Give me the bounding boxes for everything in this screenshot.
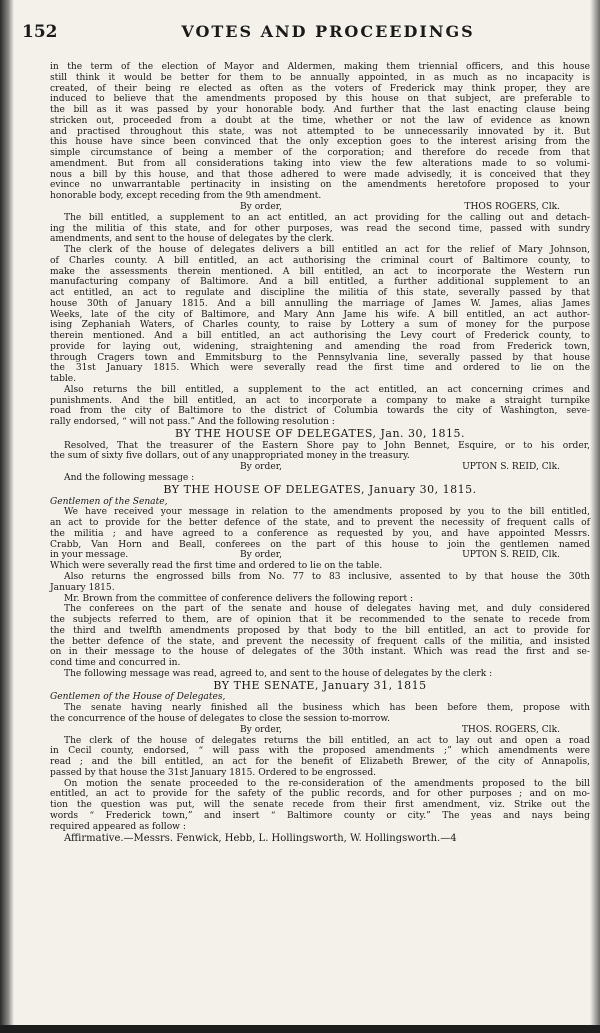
text-line: punishments. And the bill entitled, an act to incorporate a company to make a straight turnpike <box>50 395 590 406</box>
section-heading: BY THE SENATE, January 31, 1815 <box>213 678 427 692</box>
by-order-label: By order, <box>240 550 282 561</box>
text-line: words “ Frederick town,” and insert “ Baltimore county or city.” The yeas and nays being <box>50 810 590 821</box>
text-line: in Cecil county, endorsed, “ will pass with the proposed amendments ;” which amendments were <box>50 746 590 757</box>
text-line: on in their message to the house of delegates of the 30th instant. Which was read the first and se- <box>50 647 590 658</box>
text-line: evince no unwarrantable pertinacity in insisting on the amendments heretofore proposed to your <box>50 180 590 191</box>
paragraph-bills-delivered <box>50 245 590 385</box>
clerk-signature: THOS ROGERS, Clk. <box>464 201 560 212</box>
text-line: the concurrence of the house of delegates to close the session to-morrow. <box>50 713 390 724</box>
text-line: entitled, an act to provide for the safety of the public records, and for other purposes ; and on mo- <box>50 789 590 800</box>
page-bottom-edge <box>0 1025 600 1033</box>
text-line: On motion the senate proceeded to the re-consideration of the amendments proposed to the bill <box>64 778 590 789</box>
text-line: Which were severally read the first time and ordered to lie on the table. <box>50 561 383 572</box>
text-line: read ; and the bill entitled, an act for the benefit of Elizabeth Brewer, of the city of Annapolis, <box>50 757 590 767</box>
text-line: stricken out, proceeded from a doubt at the time, whether or not the law of evidence as known <box>50 115 590 126</box>
text-line: the sum of sixty five dollars, out of any unappropriated money in the treasury. <box>50 451 410 462</box>
text-line: The following message was read, agreed to, and sent to the house of delegates by the clerk : <box>64 668 493 679</box>
text-line: through Cragers town and Emmitsburg to the Pennsylvania line, severally passed by that house <box>50 352 590 363</box>
paragraph-engrossed-bills <box>50 572 590 594</box>
text-line: house 30th of January 1815. And a bill annulling the marriage of James W. James, alias James <box>50 298 590 309</box>
text-line: honorable body, except receding from the 9th amendment. <box>50 191 322 201</box>
text-line: created, of their being re elected as often as the voters of Frederick may think proper, they are <box>50 83 590 94</box>
text-line: table. <box>50 374 77 384</box>
text-line: ising Zephaniah Waters, of Charles county, to raise by Lottery a sum of money for the purpose <box>50 320 590 331</box>
text-line: induced to believe that the amendments proposed by this house on that subject, are preferable to <box>50 94 590 105</box>
text-line: the 31st January 1815. Which were severally read the first time and ordered to lie on the <box>50 363 590 374</box>
resolution <box>50 441 590 463</box>
text-line: amendment. But from all considerations taking into view the few alterations made to so volumi- <box>50 158 590 169</box>
text-line: the third and twelfth amendments proposed by that body to the bill entitled, an act to provide for <box>50 625 590 636</box>
text-line: rally endorsed, “ will not pass.” And the following resolution : <box>50 417 335 427</box>
text-line: in the term of the election of Mayor and Aldermen, making them triennial officers, and this house <box>50 62 590 72</box>
clerk-signature: UPTON S. REID, Clk. <box>462 550 560 561</box>
text-line: Also returns the bill entitled, a supplement to the act entitled, an act concerning crimes and <box>64 384 590 395</box>
text-line: The conferees on the part of the senate and house of delegates having met, and duly considered <box>64 604 590 615</box>
text-line: act entitled, an act to regulate and discipline the militia of this state, severally passed by that <box>50 288 590 298</box>
text-line: the subjects referred to them, are of opinion that it be recommended to the senate to recede from <box>50 615 590 625</box>
signature-upton-reid <box>50 462 590 473</box>
text-line: The clerk of the house of delegates returns the bill entitled, an act to lay out and open a road <box>64 735 590 746</box>
text-line: tion the question was put, will the senate recede from their first amendment, viz. Strike out the <box>50 800 590 810</box>
section-heading: BY THE HOUSE OF DELEGATES, Jan. 30, 1815. <box>174 426 466 440</box>
text-line: of Charles county. A bill entitled, an act authorising the criminal court of Baltimore county, to <box>50 255 590 266</box>
text-line: the better defence of the state, and prevent the necessity of frequent calls of the militia, and insisted <box>50 636 590 647</box>
paragraph-militia-bill <box>50 213 590 245</box>
text-line: Crabb, Van Horn and Beall, conferees on the part of this house to join the gentlemen named <box>50 539 590 550</box>
message-intro: And the following message : <box>64 473 195 483</box>
clerk-signature: UPTON S. REID, Clk. <box>462 462 560 472</box>
affirmative-vote: Affirmative.—Messrs. Fenwick, Hebb, L. Hollingsworth, W. Hollingsworth.—4 <box>64 833 457 845</box>
paragraph-conference-report <box>50 604 590 669</box>
page-header <box>18 22 558 48</box>
text-line: The clerk of the house of delegates delivers a bill entitled an act for the relief of Mary Johnson, <box>64 245 590 255</box>
page-number: 152 <box>22 22 58 42</box>
salutation: Gentlemen of the Senate, <box>50 496 168 507</box>
text-line: cond time and concurred in. <box>50 658 181 668</box>
paragraph-crimes-bill <box>50 385 590 428</box>
signature-thos-rogers-2 <box>50 725 590 736</box>
text-line: The senate having nearly finished all the business which has been before them, propose with <box>64 703 590 713</box>
text-line: Also returns the engrossed bills from No. 77 to 83 inclusive, assented to by that house the 30th <box>64 572 590 582</box>
paragraph-cecil-road <box>50 736 590 779</box>
text-line: manufacturing company of Baltimore. And a bill entitled, a further additional supplement to an <box>50 277 590 288</box>
text-line: The bill entitled, a supplement to an act entitled, an act providing for the calling out and detach- <box>64 212 590 223</box>
text-line: therein mentioned. And a bill entitled, an act authorising the Levy court of Frederick county, to <box>50 331 590 341</box>
text-line: passed by that house the 31st January 1815. Ordered to be engrossed. <box>50 767 377 778</box>
section-heading: BY THE HOUSE OF DELEGATES, January 30, 1815. <box>163 482 477 496</box>
clerk-signature: THOS. ROGERS, Clk. <box>461 724 560 735</box>
text-line: We have received your message in relation to the amendments proposed by you to the bill entitled, <box>64 507 590 518</box>
text-line: and practised throughout this state, was not attempted to be unnecessarily innovated by it. But <box>50 126 590 137</box>
text-line: an act to provide for the better defence of the state, and to prevent the necessity of frequent calls of <box>50 518 590 528</box>
salutation: Gentlemen of the House of Delegates, <box>50 692 226 703</box>
text-line: Resolved, That the treasurer of the Eastern Shore pay to John Bennet, Esquire, or to his order, <box>64 440 590 451</box>
signature-upton-reid-2 <box>50 550 590 561</box>
text-line: Mr. Brown from the committee of conference delivers the following report : <box>64 593 414 604</box>
by-order-label: By order, <box>240 201 282 212</box>
signature-thos-rogers <box>50 202 590 213</box>
text-line: still think it would be better for them to be annually appointed, in as much as no incapacity is <box>50 72 590 83</box>
text-line: Weeks, late of the city of Baltimore, and Mary Ann Jame his wife. A bill entitled, an act author- <box>50 309 590 320</box>
text-line: the bill as it was passed by your honorable body. And further that the last enacting clause being <box>50 105 590 115</box>
text-line: simple circumstance of being a member of the corporation; and therefore do recede from that <box>50 148 590 158</box>
paragraph-message-conference <box>50 507 590 550</box>
text-line: the militia ; and have agreed to a conference as requested by you, and have appointed Messrs. <box>50 528 590 539</box>
text-line: required appeared as follow : <box>50 821 186 832</box>
page-binding-shadow <box>0 0 14 1033</box>
text-line: road from the city of Baltimore to the district of Columbia towards the city of Washington, seve- <box>50 406 590 417</box>
text-line: nous a bill by this house, and that those adhered to were made advisedly, it is conceived that they <box>50 169 590 180</box>
body-text <box>50 62 590 845</box>
paragraph-conference-reply <box>50 62 590 202</box>
text-line: amendments, and sent to the house of delegates by the clerk. <box>50 234 335 245</box>
text-line: in your message. <box>50 550 129 561</box>
text-line: this house have since been convinced that the only exception goes to the interest arising from the <box>50 137 590 148</box>
text-line: make the assessments therein mentioned. A bill entitled, an act to incorporate the Western run <box>50 266 590 277</box>
text-line: January 1815. <box>50 582 115 593</box>
by-order-label: By order, <box>240 724 282 735</box>
by-order-label: By order, <box>240 462 282 472</box>
paragraph-reconsideration <box>50 779 590 833</box>
running-head: VOTES AND PROCEEDINGS <box>181 22 475 41</box>
page-edge-shadow <box>590 0 600 1033</box>
text-line: ing the militia of this state, and for other purposes, was read the second time, passed with sundry <box>50 223 590 234</box>
paragraph-close-session <box>50 703 590 725</box>
text-line: provide for laying out, widening, straightening and amending the road from Frederick town, <box>50 341 590 352</box>
